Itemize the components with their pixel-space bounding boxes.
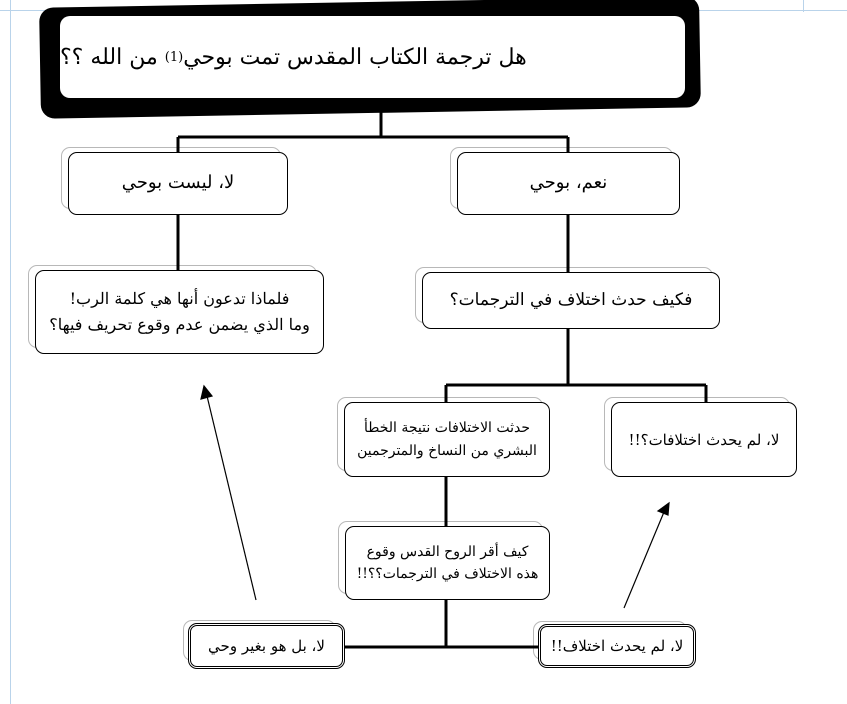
without-revelation-box [188,623,345,669]
how-differences-box [422,272,720,329]
without-revelation-text: لا، بل هو بغير وحي [208,637,325,655]
yes-answer-text: نعم، بوحي [529,172,608,194]
title-text-end: من الله ؟؟ [60,44,158,70]
human-error-line2: البشري من النساخ والمترجمين [357,442,537,459]
why-word-of-god-box [35,270,324,354]
holy-spirit-line2: هذه الاختلاف في الترجمات؟؟!! [356,566,539,582]
no-answer-box [68,152,288,215]
no-answer-text: لا، ليست بوحي [121,172,235,194]
holy-spirit-box [345,526,550,600]
no-differences-text: لا، لم يحدث اختلافات؟!! [628,430,780,449]
no-differences-box [611,402,797,477]
title-text: هل ترجمة الكتاب المقدس تمت بوحي [183,44,527,70]
why-word-of-god-line2: وما الذي يضمن عدم وقوع تحريف فيها؟ [49,315,310,334]
title-footnote: (1) [164,49,184,65]
yes-answer-box [457,152,680,215]
human-error-line1: حدثت الاختلافات نتيجة الخطأ [363,420,531,437]
title-box [60,16,685,98]
no-difference-final-box [538,624,696,668]
how-differences-text: فكيف حدث اختلاف في الترجمات؟ [449,289,693,310]
holy-spirit-line1: كيف أقر الروح القدس وقوع [366,543,529,560]
human-error-box [344,402,550,477]
why-word-of-god-line1: فلماذا تدعون أنها هي كلمة الرب! [69,289,290,309]
no-difference-final-text: لا، لم يحدث اختلاف!! [550,637,684,655]
